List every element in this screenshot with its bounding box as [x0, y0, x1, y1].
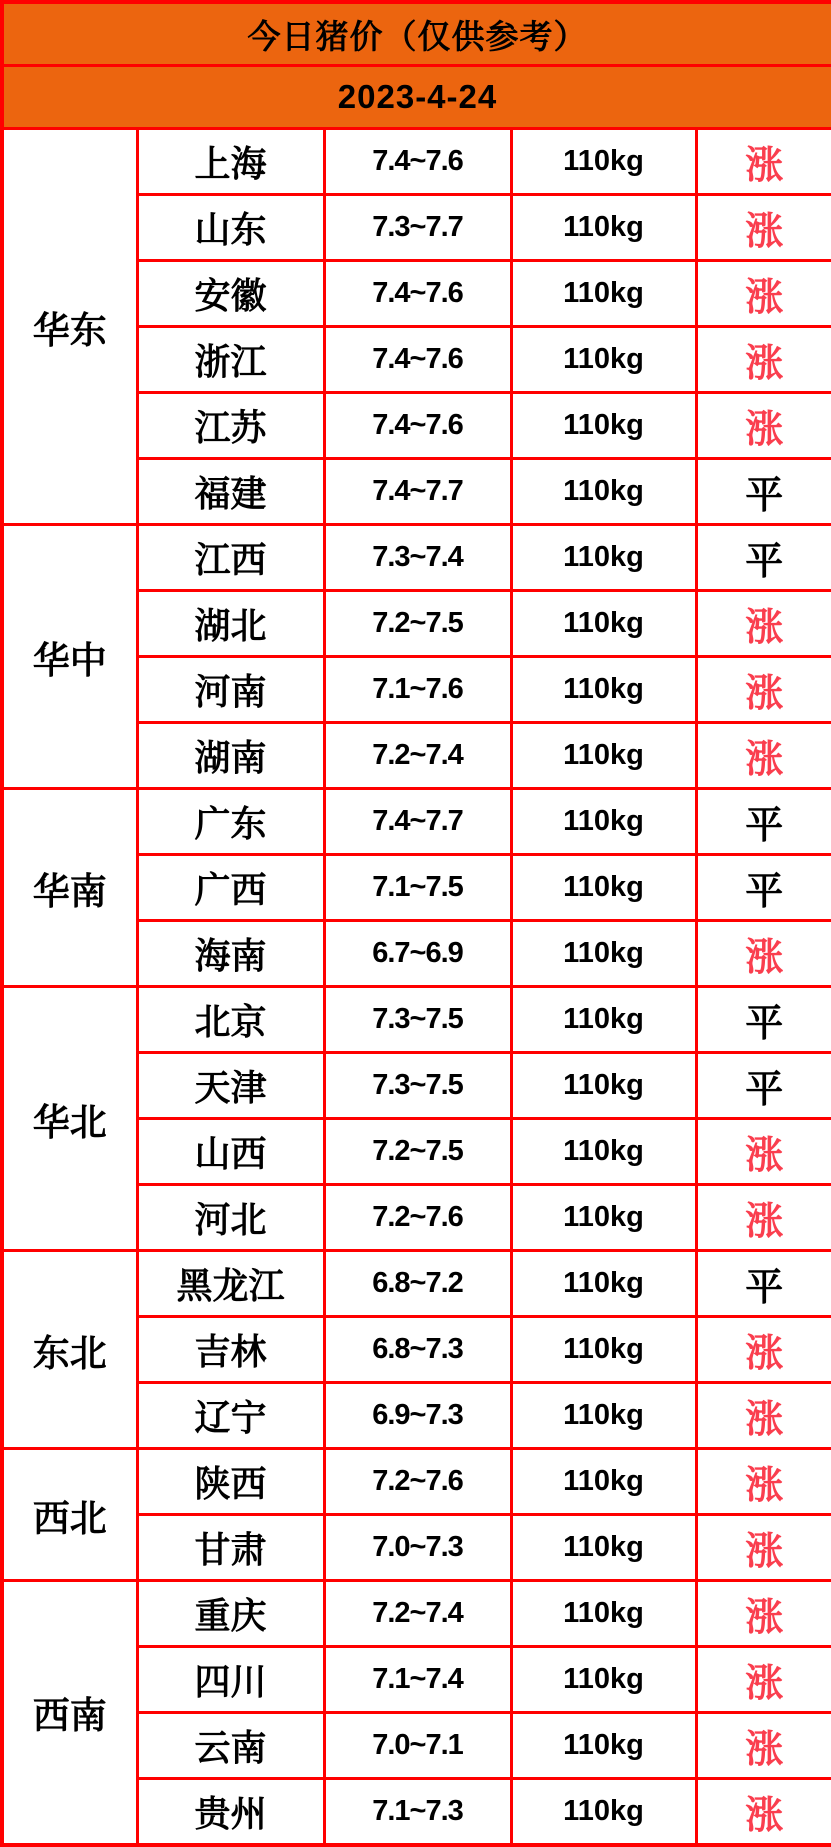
province-cell: 江苏	[137, 393, 324, 459]
price-cell: 7.1~7.3	[324, 1779, 511, 1845]
table-row	[2, 1449, 831, 1515]
weight-cell: 110kg	[511, 855, 696, 921]
weight-cell: 110kg	[511, 525, 696, 591]
province-cell: 黑龙江	[137, 1251, 324, 1317]
table-row	[2, 129, 831, 195]
price-cell: 7.1~7.4	[324, 1647, 511, 1713]
weight-cell: 110kg	[511, 1185, 696, 1251]
date-label: 2023-4-24	[2, 66, 831, 129]
price-cell: 7.4~7.6	[324, 393, 511, 459]
status-cell: 涨	[696, 1647, 831, 1713]
status-cell: 平	[696, 459, 831, 525]
province-cell: 福建	[137, 459, 324, 525]
weight-cell: 110kg	[511, 657, 696, 723]
province-cell: 安徽	[137, 261, 324, 327]
price-cell: 7.4~7.6	[324, 129, 511, 195]
province-cell: 云南	[137, 1713, 324, 1779]
price-cell: 7.1~7.6	[324, 657, 511, 723]
province-cell: 四川	[137, 1647, 324, 1713]
province-cell: 河南	[137, 657, 324, 723]
price-cell: 6.8~7.2	[324, 1251, 511, 1317]
status-cell: 涨	[696, 1713, 831, 1779]
province-cell: 北京	[137, 987, 324, 1053]
price-cell: 6.9~7.3	[324, 1383, 511, 1449]
weight-cell: 110kg	[511, 1647, 696, 1713]
price-cell: 6.7~6.9	[324, 921, 511, 987]
weight-cell: 110kg	[511, 1713, 696, 1779]
status-cell: 平	[696, 525, 831, 591]
region-cell: 华中	[2, 525, 137, 789]
status-cell: 涨	[696, 1383, 831, 1449]
table-row	[2, 525, 831, 591]
province-cell: 贵州	[137, 1779, 324, 1845]
table-row	[2, 987, 831, 1053]
status-cell: 涨	[696, 129, 831, 195]
status-cell: 涨	[696, 261, 831, 327]
region-cell: 东北	[2, 1251, 137, 1449]
region-cell: 华北	[2, 987, 137, 1251]
province-cell: 陕西	[137, 1449, 324, 1515]
weight-cell: 110kg	[511, 1383, 696, 1449]
status-cell: 涨	[696, 723, 831, 789]
province-cell: 浙江	[137, 327, 324, 393]
price-cell: 7.3~7.5	[324, 1053, 511, 1119]
province-cell: 广西	[137, 855, 324, 921]
status-cell: 涨	[696, 1449, 831, 1515]
weight-cell: 110kg	[511, 987, 696, 1053]
status-cell: 涨	[696, 393, 831, 459]
title-row	[2, 2, 831, 66]
status-cell: 涨	[696, 591, 831, 657]
province-cell: 上海	[137, 129, 324, 195]
price-cell: 6.8~7.3	[324, 1317, 511, 1383]
table-row	[2, 789, 831, 855]
price-cell: 7.4~7.7	[324, 789, 511, 855]
table-row	[2, 1251, 831, 1317]
province-cell: 山西	[137, 1119, 324, 1185]
status-cell: 涨	[696, 1119, 831, 1185]
status-cell: 涨	[696, 1581, 831, 1647]
weight-cell: 110kg	[511, 1119, 696, 1185]
status-cell: 平	[696, 1053, 831, 1119]
weight-cell: 110kg	[511, 327, 696, 393]
province-cell: 湖南	[137, 723, 324, 789]
status-cell: 涨	[696, 1185, 831, 1251]
weight-cell: 110kg	[511, 195, 696, 261]
weight-cell: 110kg	[511, 1449, 696, 1515]
region-cell: 华东	[2, 129, 137, 525]
region-cell: 华南	[2, 789, 137, 987]
province-cell: 甘肃	[137, 1515, 324, 1581]
status-cell: 涨	[696, 195, 831, 261]
table-row	[2, 1581, 831, 1647]
price-cell: 7.2~7.6	[324, 1449, 511, 1515]
weight-cell: 110kg	[511, 393, 696, 459]
status-cell: 平	[696, 987, 831, 1053]
region-cell: 西南	[2, 1581, 137, 1845]
price-cell: 7.0~7.1	[324, 1713, 511, 1779]
price-cell: 7.2~7.5	[324, 591, 511, 657]
price-cell: 7.2~7.4	[324, 723, 511, 789]
province-cell: 广东	[137, 789, 324, 855]
weight-cell: 110kg	[511, 723, 696, 789]
weight-cell: 110kg	[511, 789, 696, 855]
province-cell: 湖北	[137, 591, 324, 657]
status-cell: 涨	[696, 921, 831, 987]
province-cell: 山东	[137, 195, 324, 261]
region-cell: 西北	[2, 1449, 137, 1581]
page-title: 今日猪价（仅供参考）	[2, 2, 831, 66]
weight-cell: 110kg	[511, 1053, 696, 1119]
status-cell: 涨	[696, 1779, 831, 1845]
weight-cell: 110kg	[511, 1515, 696, 1581]
weight-cell: 110kg	[511, 1317, 696, 1383]
weight-cell: 110kg	[511, 1581, 696, 1647]
province-cell: 天津	[137, 1053, 324, 1119]
price-cell: 7.4~7.7	[324, 459, 511, 525]
province-cell: 江西	[137, 525, 324, 591]
price-cell: 7.1~7.5	[324, 855, 511, 921]
status-cell: 涨	[696, 1317, 831, 1383]
status-cell: 涨	[696, 657, 831, 723]
price-cell: 7.2~7.5	[324, 1119, 511, 1185]
weight-cell: 110kg	[511, 261, 696, 327]
status-cell: 涨	[696, 327, 831, 393]
province-cell: 重庆	[137, 1581, 324, 1647]
price-cell: 7.4~7.6	[324, 261, 511, 327]
province-cell: 海南	[137, 921, 324, 987]
weight-cell: 110kg	[511, 1251, 696, 1317]
price-cell: 7.3~7.5	[324, 987, 511, 1053]
price-cell: 7.3~7.4	[324, 525, 511, 591]
price-cell: 7.2~7.6	[324, 1185, 511, 1251]
weight-cell: 110kg	[511, 1779, 696, 1845]
weight-cell: 110kg	[511, 129, 696, 195]
status-cell: 平	[696, 1251, 831, 1317]
price-cell: 7.3~7.7	[324, 195, 511, 261]
status-cell: 平	[696, 789, 831, 855]
province-cell: 辽宁	[137, 1383, 324, 1449]
date-row	[2, 66, 831, 129]
price-cell: 7.4~7.6	[324, 327, 511, 393]
price-cell: 7.0~7.3	[324, 1515, 511, 1581]
province-cell: 河北	[137, 1185, 324, 1251]
weight-cell: 110kg	[511, 591, 696, 657]
status-cell: 涨	[696, 1515, 831, 1581]
weight-cell: 110kg	[511, 921, 696, 987]
province-cell: 吉林	[137, 1317, 324, 1383]
weight-cell: 110kg	[511, 459, 696, 525]
price-cell: 7.2~7.4	[324, 1581, 511, 1647]
status-cell: 平	[696, 855, 831, 921]
